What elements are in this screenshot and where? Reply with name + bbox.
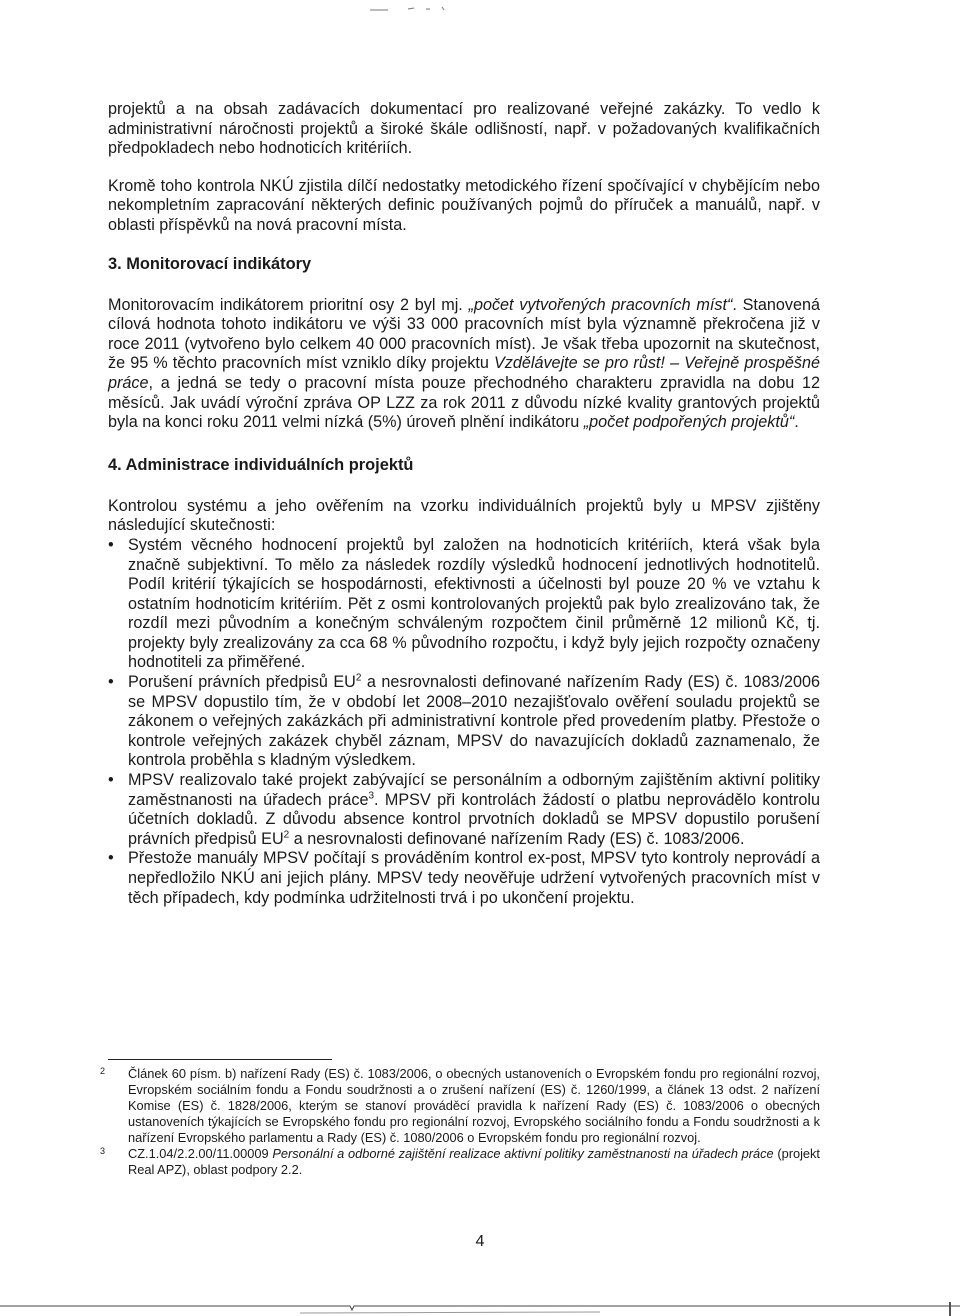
section-3-text-g: . bbox=[794, 413, 799, 432]
footnote-ref-3: 3 bbox=[368, 790, 375, 802]
document-page bbox=[108, 100, 820, 908]
list-item bbox=[108, 536, 820, 673]
project-name: Vzdělávejte se pro růst! – Veřejně prospěšné práce bbox=[108, 354, 820, 392]
footnotes bbox=[100, 1066, 820, 1178]
section-4-heading: 4. Administrace individuálních projektů bbox=[108, 455, 414, 474]
bullet-icon: • bbox=[108, 673, 114, 692]
indicator-name-projects: „počet podpořených projektů“ bbox=[583, 413, 795, 432]
scan-artifact-top bbox=[368, 6, 478, 12]
footnote-3-number: 3 bbox=[100, 1146, 106, 1156]
finding-3-text-c: a nesrovnalosti definované nařízením Rady (ES) č. 1083/2006. bbox=[289, 829, 745, 848]
footnote-3-project-title: Personální a odborné zajištění realizace aktivní politiky zaměstnanosti na úřadech práce bbox=[272, 1146, 774, 1161]
section-3-text-c: . Stanovená cílová hodnota tohoto indikátoru ve výši 33 000 pracovních míst byla významně překročena již v roce 2011 (vytvořeno bylo celkem 40 000 pracovních míst). Je však třeba upozornit na skutečnost, že 95 % těchto pracovních míst vzniklo díky projektu bbox=[108, 295, 821, 373]
footnote-2 bbox=[100, 1066, 820, 1146]
scan-artifact-bottom bbox=[0, 1302, 960, 1316]
intro-paragraph-2: Kromě toho kontrola NKÚ zjistila dílčí nedostatky metodického řízení spočívající v chybějícím nebo nekompletním zapracování některých definic používaných pojmů do příruček a manuálů, např. v oblasti příspěvků na nová pracovní místa. bbox=[108, 176, 820, 234]
footnote-ref-2b: 2 bbox=[283, 829, 290, 841]
indicator-name-jobs: „počet vytvořených pracovních míst“ bbox=[468, 295, 733, 314]
section-4-intro: Kontrolou systému a jeho ověřením na vzorku individuálních projektů byly u MPSV zjištěny následující skutečnosti: bbox=[108, 496, 820, 535]
section-3-text-a: Monitorovacím indikátorem prioritní osy 2 byl mj. bbox=[108, 295, 469, 314]
footnote-2-text: Článek 60 písm. b) nařízení Rady (ES) č. 1083/2006, o obecných ustanoveních o Evropském fondu pro regionální rozvoj, Evropském sociálním fondu a Fondu soudržnosti a o zrušení nařízení (ES) č. 1260/1999, a článek 13 odst. 2 nařízení Komise (ES) č. 1828/2006, kterým se stanoví prováděcí pravidla k nařízení Rady (ES) č. 1083/2006 o obecných ustanoveních týkajících se Evropského fondu pro regionální rozvoj, Evropského sociálního fondu a Fondu soudržnosti a k nařízení Evropského parlamentu a Rady (ES) č. 1080/2006 o Evropském fondu pro regionální rozvoj. bbox=[128, 1066, 820, 1145]
bullet-icon: • bbox=[108, 849, 114, 868]
finding-2-text-a: Porušení právních předpisů EU bbox=[128, 673, 356, 692]
bullet-icon: • bbox=[108, 535, 114, 554]
finding-2-text-b: a nesrovnalosti definované nařízením Rady (ES) č. 1083/2006 se MPSV dopustilo tím, že v období let 2008–2010 nezajišťovalo ověření souladu projektů se zákonem o veřejných zakázkách při administrativní kontrole před provedením platby. Přestože o kontrole veřejných zakázek chyběl záznam, MPSV do navazujících dokladů zaznamenalo, že kontrola proběhla s kladným výsledkem. bbox=[128, 673, 820, 770]
footnote-3-text-c: (projekt Real APZ), oblast podpory 2.2. bbox=[128, 1146, 820, 1177]
footnote-3 bbox=[100, 1146, 820, 1178]
list-item bbox=[108, 849, 820, 908]
footnote-separator bbox=[108, 1059, 332, 1060]
footnote-ref-2: 2 bbox=[355, 672, 362, 684]
finding-4-text: Přestože manuály MPSV počítají s prováděním kontrol ex-post, MPSV tyto kontroly neprovádí a nepředložilo NKÚ ani jejich plány. MPSV tedy neověřuje udržení vytvořených pracovních míst v těch případech, kdy podmínka udržitelnosti trvá i po ukončení projektu. bbox=[128, 849, 820, 907]
findings-list bbox=[108, 536, 820, 908]
page-number: 4 bbox=[475, 1233, 485, 1250]
list-item bbox=[108, 771, 820, 849]
section-3-text-e: , a jedná se tedy o pracovní místa pouze přechodného charakteru zpravidla na dobu 12 měsíců. Jak uvádí výroční zpráva OP LZZ za rok 2011 z důvodu nízké kvality grantových projektů byla na konci roku 2011 velmi nízká (5%) úroveň plnění indikátoru bbox=[108, 373, 820, 432]
finding-3-text-b: . MPSV při kontrolách žádostí o platbu neprovádělo kontrolu účetních dokladů. Z důvodu absence kontrol prvotních dokladů se MPSV dopustilo porušení právních předpisů EU bbox=[128, 790, 820, 848]
footnote-3-text-a: CZ.1.04/2.2.00/11.00009 bbox=[128, 1146, 273, 1161]
bullet-icon: • bbox=[108, 771, 114, 790]
section-3-heading: 3. Monitorovací indikátory bbox=[108, 254, 312, 273]
list-item bbox=[108, 673, 820, 771]
section-3-paragraph bbox=[108, 296, 820, 433]
intro-paragraph-1: projektů a na obsah zadávacích dokumentací pro realizované veřejné zakázky. To vedlo k administrativní náročnosti projektů a široké škále odlišností, např. v požadovaných kvalifikačních předpokladech nebo hodnoticích kritériích. bbox=[108, 100, 820, 158]
finding-3-text-a: MPSV realizovalo také projekt zabývající se personálním a odborným zajištěním aktivní politiky zaměstnanosti na úřadech práce bbox=[128, 771, 820, 809]
footnote-2-number: 2 bbox=[100, 1066, 106, 1076]
finding-1-text: Systém věcného hodnocení projektů byl založen na hodnoticích kritériích, která však byla značně subjektivní. To mělo za následek rozdíly výsledků hodnocení jednotlivých hodnotitelů. Podíl kritérií týkajících se hospodárnosti, efektivnosti a účelnosti byl pouze 20 % ve vztahu k ostatním hodnoticím kritériím. Pět z osmi kontrolovaných projektů pak bylo zrealizováno tak, že rozdíl mezi původním a konečným schváleným rozpočtem činil průměrně 12 milionů Kč, tj. projekty byly zrealizovány za cca 68 % původního rozpočtu, i když byly jejich rozpočty označeny hodnotiteli za přiměřené. bbox=[128, 535, 820, 672]
